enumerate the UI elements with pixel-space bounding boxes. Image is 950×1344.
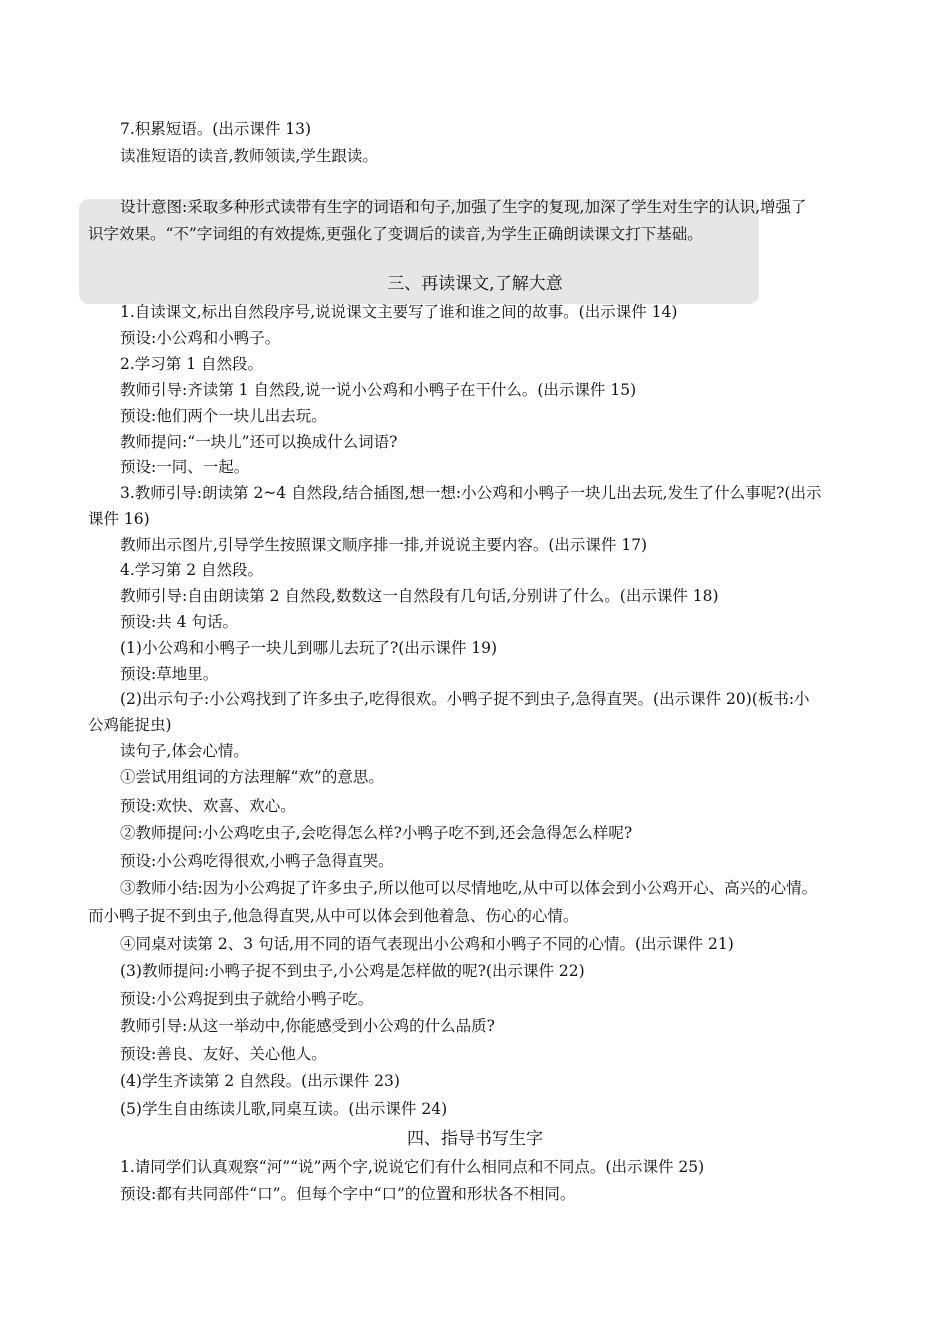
text-line: 读准短语的读音,教师领读,学生跟读。: [120, 147, 378, 165]
text-line: 预设:小公鸡和小鸭子。: [120, 329, 281, 347]
text-line: ②教师提问:小公鸡吃虫子,会吃得怎么样?小鸭子吃不到,还会急得怎么样呢?: [120, 824, 633, 842]
text-line: 预设:小公鸡吃得很欢,小鸭子急得直哭。: [120, 852, 394, 870]
text-line: (1)小公鸡和小鸭子一块儿到哪儿去玩了?(出示课件 19): [120, 639, 498, 657]
text-line: 预设:草地里。: [120, 665, 219, 683]
section-heading: 四、指导书写生字: [407, 1129, 543, 1149]
text-line: 课件 16): [88, 510, 150, 528]
text-line: ③教师小结:因为小公鸡捉了许多虫子,所以他可以尽情地吃,从中可以体会到小公鸡开心、高兴的心情。: [120, 879, 818, 897]
text-line: 7.积累短语。(出示课件 13): [120, 120, 312, 138]
text-line: ④同桌对读第 2、3 句话,用不同的语气表现出小公鸡和小鸭子不同的心情。(出示课件 21): [120, 935, 734, 953]
text-line: 而小鸭子捉不到虫子,他急得直哭,从中可以体会到他着急、伤心的心情。: [88, 907, 579, 925]
text-line: 读句子,体会心情。: [120, 742, 249, 760]
text-line: (2)出示句子:小公鸡找到了许多虫子,吃得很欢。小鸭子捉不到虫子,急得直哭。(出示课件 20)(板书:小: [120, 690, 810, 708]
design-intent-line: 设计意图:采取多种形式读带有生字的词语和句子,加强了生字的复现,加深了学生对生字的认识,增强了: [120, 198, 807, 216]
text-line: (4)学生齐读第 2 自然段。(出示课件 23): [120, 1072, 400, 1090]
text-line: 3.教师引导:朗读第 2~4 自然段,结合插图,想一想:小公鸡和小鸭子一块儿出去玩,发生了什么事呢?(出示: [120, 484, 822, 502]
text-line: (3)教师提问:小鸭子捉不到虫子,小公鸡是怎样做的呢?(出示课件 22): [120, 962, 585, 980]
text-line: ①尝试用组词的方法理解“欢”的意思。: [120, 768, 384, 786]
text-line: 预设:共 4 句话。: [120, 613, 238, 631]
text-line: 教师引导:自由朗读第 2 自然段,数数这一自然段有几句话,分别讲了什么。(出示课件 18): [120, 587, 719, 605]
section-heading: 三、再读课文,了解大意: [387, 274, 563, 294]
text-line: 预设:欢快、欢喜、欢心。: [120, 797, 296, 815]
text-line: 4.学习第 2 自然段。: [120, 561, 264, 579]
text-line: 教师出示图片,引导学生按照课文顺序排一排,并说说主要内容。(出示课件 17): [120, 536, 648, 554]
text-line: 预设:善良、友好、关心他人。: [120, 1045, 327, 1063]
text-line: 教师引导:从这一举动中,你能感受到小公鸡的什么品质?: [120, 1017, 495, 1035]
text-line: 预设:一同、一起。: [120, 458, 250, 476]
design-intent-line: 识字效果。“不”字词组的有效提炼,更强化了变调后的读音,为学生正确朗读课文打下基础。: [88, 225, 703, 243]
text-line: 1.自读课文,标出自然段序号,说说课文主要写了谁和谁之间的故事。(出示课件 14): [120, 303, 678, 321]
text-line: 公鸡能捉虫): [88, 716, 172, 734]
text-line: 预设:他们两个一块儿出去玩。: [120, 407, 327, 425]
text-line: 预设:小公鸡捉到虫子就给小鸭子吃。: [120, 990, 374, 1008]
text-line: (5)学生自由练读儿歌,同桌互读。(出示课件 24): [120, 1100, 448, 1118]
text-line: 教师提问:“一块儿”还可以换成什么词语?: [120, 433, 398, 451]
text-line: 教师引导:齐读第 1 自然段,说一说小公鸡和小鸭子在干什么。(出示课件 15): [120, 381, 637, 399]
text-line: 1.请同学们认真观察“河”“说”两个字,说说它们有什么相同点和不同点。(出示课件 25): [120, 1158, 705, 1176]
text-line: 2.学习第 1 自然段。: [120, 355, 264, 373]
text-line: 预设:都有共同部件“口”。但每个字中“口”的位置和形状各不相同。: [120, 1185, 576, 1203]
